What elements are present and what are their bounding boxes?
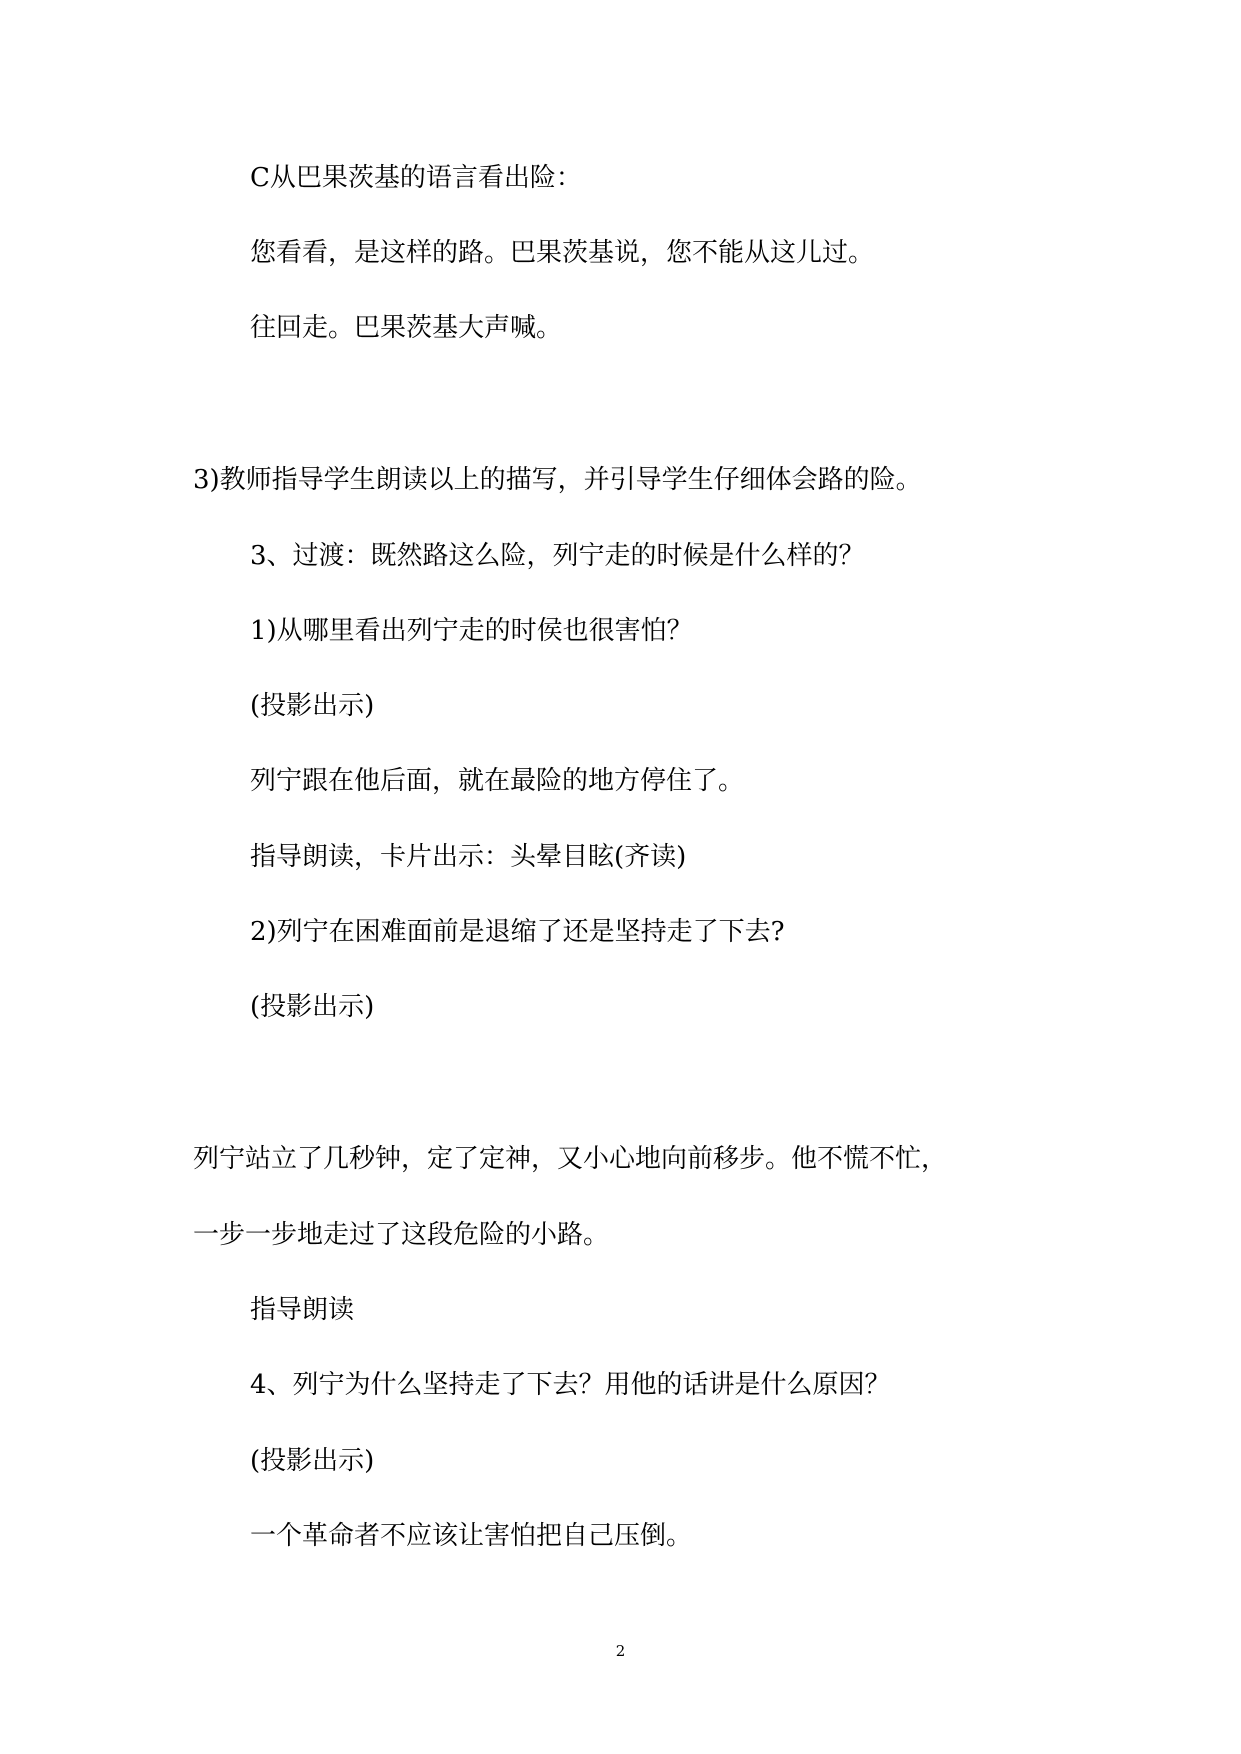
text-line: 一步一步地走过了这段危险的小路。 xyxy=(193,1220,610,1250)
text-line: 3)教师指导学生朗读以上的描写，并引导学生仔细体会路的险。 xyxy=(193,465,922,495)
text-line: 一个革命者不应该让害怕把自己压倒。 xyxy=(250,1521,693,1551)
text-line: 列宁跟在他后面，就在最险的地方停住了。 xyxy=(250,766,745,796)
page-number: 2 xyxy=(615,1642,626,1660)
text-line: 1)从哪里看出列宁走的时侯也很害怕？ xyxy=(250,616,693,646)
text-line: (投影出示) xyxy=(250,992,375,1022)
text-line: C从巴果茨基的语言看出险： xyxy=(250,163,582,193)
text-line: 往回走。巴果茨基大声喊。 xyxy=(250,313,563,343)
text-line: 列宁站立了几秒钟，定了定神，又小心地向前移步。他不慌不忙， xyxy=(193,1144,948,1174)
text-line: 指导朗读 xyxy=(250,1295,355,1325)
text-line: 您看看，是这样的路。巴果茨基说，您不能从这儿过。 xyxy=(250,238,875,268)
text-line: 4、列宁为什么坚持走了下去？用他的话讲是什么原因？ xyxy=(250,1370,891,1400)
text-line: 3、过渡：既然路这么险，列宁走的时候是什么样的？ xyxy=(250,541,865,571)
text-line: (投影出示) xyxy=(250,691,375,721)
text-line: (投影出示) xyxy=(250,1446,375,1476)
text-line: 指导朗读，卡片出示：头晕目眩(齐读) xyxy=(250,842,687,872)
text-line: 2)列宁在困难面前是退缩了还是坚持走了下去? xyxy=(250,917,785,947)
